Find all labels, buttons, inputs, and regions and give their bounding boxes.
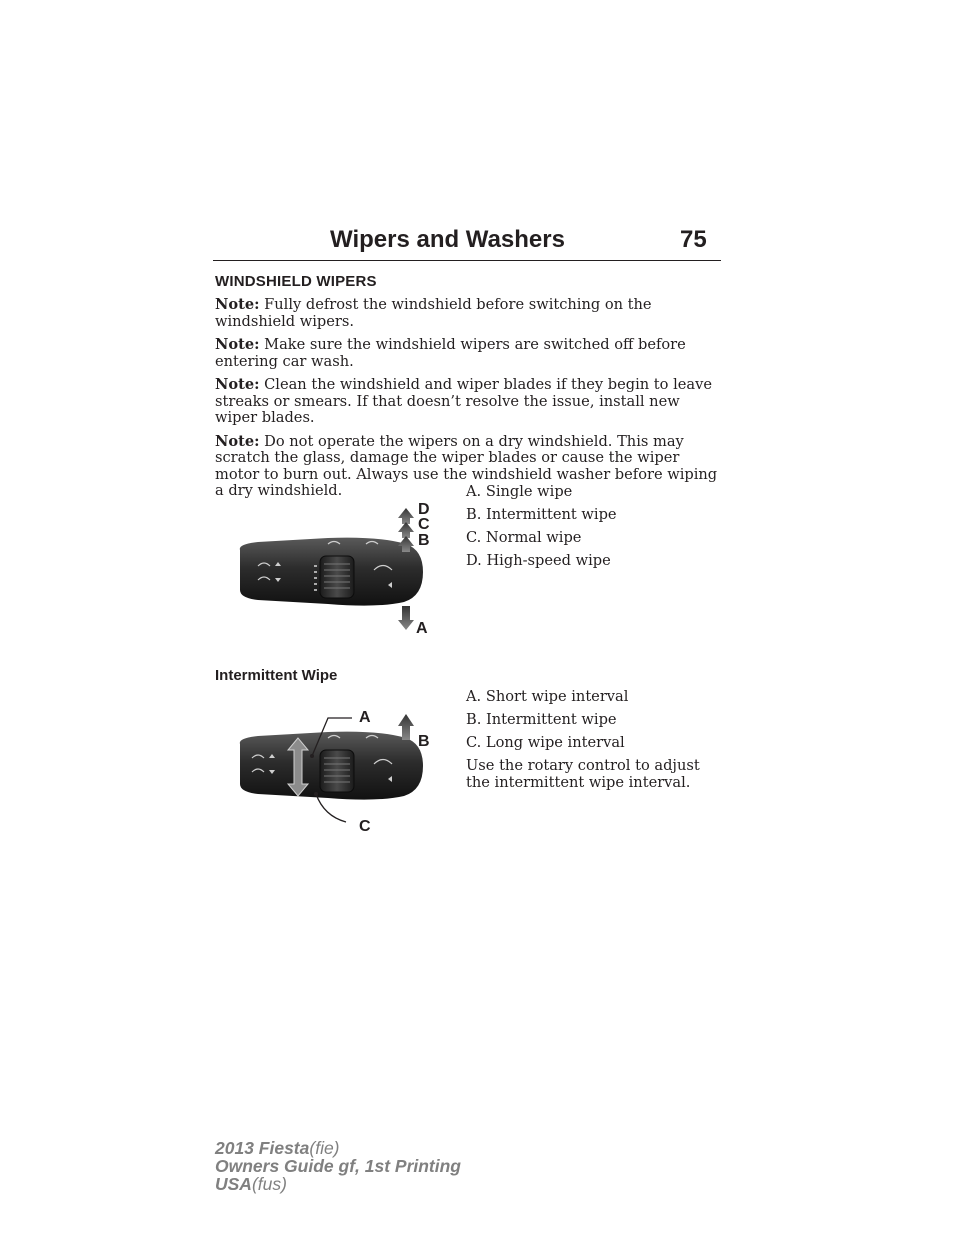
intermittent-wipe-legend [466, 689, 726, 798]
rotary-description [466, 758, 726, 791]
callout-b: B [418, 733, 430, 750]
notes-block [215, 297, 725, 507]
header-rule [213, 260, 721, 261]
callout-a: A [359, 709, 371, 726]
callout-d: D [418, 501, 430, 518]
footer-model-code: (fie) [309, 1138, 340, 1158]
footer-line-guide: Owners Guide gf, 1st Printing [215, 1156, 461, 1176]
rotary-control [320, 750, 354, 792]
arrow-normal [398, 522, 414, 538]
note-text: Do not operate the wipers on a dry windshield. This may scratch the glass, damage the wiper blades or cause the wiper motor to burn out. Always use the windshield washer before wiping a dry windshield. [215, 432, 718, 499]
legend-item: B. Intermittent wipe [466, 506, 617, 523]
legend-item: A. Short wipe interval [466, 688, 629, 705]
legend-item: D. High-speed wipe [466, 552, 611, 569]
note-label: Note: [215, 336, 260, 353]
callout-a: A [416, 620, 428, 637]
page-header-title: Wipers and Washers [330, 226, 565, 253]
callout-b: B [418, 532, 430, 549]
note-text: Clean the windshield and wiper blades if they begin to leave streaks or smears. If that doesn’t resolve the issue, install new wiper blades. [215, 376, 712, 426]
rotary-description-text: Use the rotary control to adjust the intermittent wipe interval. [466, 757, 700, 791]
callout-c: C [359, 818, 371, 835]
footer-model: 2013 Fiesta [215, 1138, 310, 1158]
legend-item: C. Long wipe interval [466, 734, 625, 751]
section-heading: WINDSHIELD WIPERS [215, 273, 377, 290]
legend-item: B. Intermittent wipe [466, 711, 617, 728]
note-label: Note: [215, 432, 260, 450]
wiper-stalk-positions-figure [228, 492, 448, 642]
wiper-positions-legend [466, 484, 726, 576]
footer-line-market [215, 1175, 461, 1193]
arrow-high-speed [398, 508, 414, 524]
callout-c: C [418, 516, 430, 533]
footer-market-code: (fus) [251, 1174, 287, 1194]
note-defrost [215, 297, 725, 330]
note-car-wash [215, 337, 725, 370]
intermittent-wipe-figure [228, 698, 448, 838]
legend-item: C. Normal wipe [466, 529, 582, 546]
page-number: 75 [680, 226, 707, 253]
legend-item: A. Single wipe [466, 483, 573, 500]
rotary-control [320, 556, 354, 598]
arrow-single-wipe [398, 606, 414, 630]
arrow-intermittent [398, 714, 414, 740]
note-clean-blades [215, 377, 725, 427]
page-footer [215, 1139, 461, 1193]
note-text: Fully defrost the windshield before switching on the windshield wipers. [215, 296, 652, 330]
footer-line-model [215, 1139, 461, 1157]
footer-market: USA [215, 1174, 252, 1194]
note-label: Note: [215, 376, 260, 393]
note-text: Make sure the windshield wipers are switched off before entering car wash. [215, 336, 686, 370]
subsection-heading: Intermittent Wipe [215, 667, 338, 684]
note-label: Note: [215, 296, 260, 313]
